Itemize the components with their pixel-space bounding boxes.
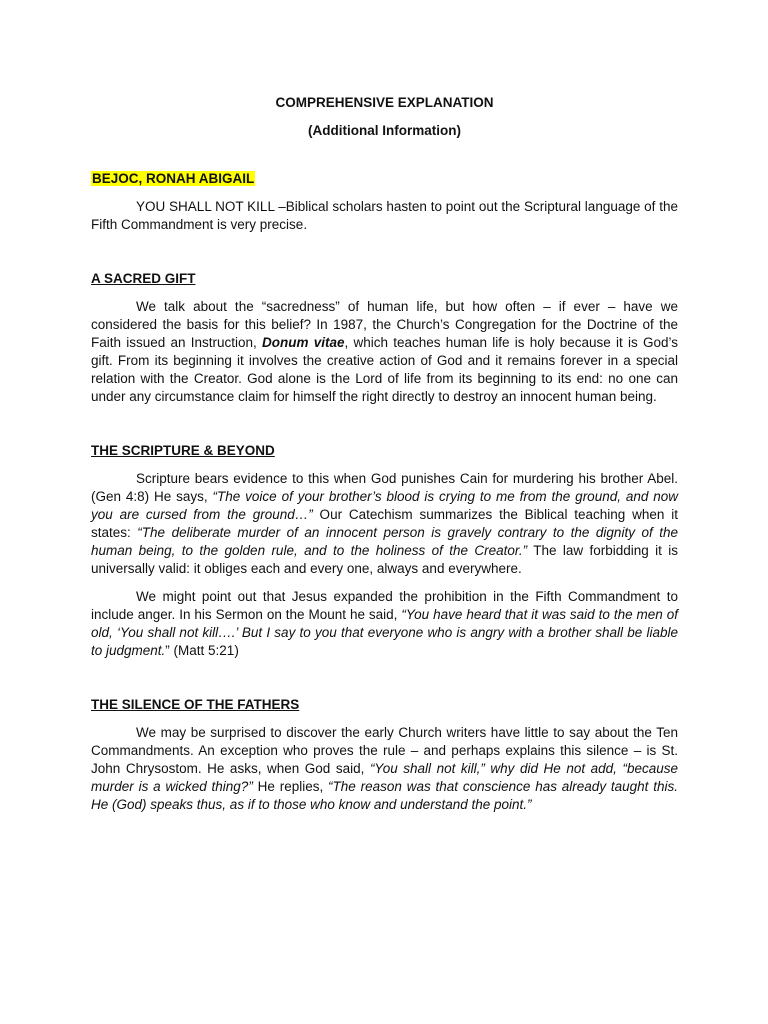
text-run: We may be surprised to discover the early Church writers have little to say about the Ten Commandments. An exception who proves the rule – and perhaps explains this silence – is St. John Chrysostom. He asks, when God said, [91, 725, 678, 776]
text-run: Scripture bears evidence to this when God punishes Cain for murdering his brother Abel. (Gen 4:8) He says, [91, 471, 678, 504]
text-run: The law forbidding it is universally valid: it obliges each and every one, always and everywhere. [91, 543, 678, 576]
intro-paragraph: YOU SHALL NOT KILL –Biblical scholars hasten to point out the Scriptural language of the Fifth Commandment is very precise. [91, 199, 678, 232]
text-run: We talk about the “sacredness” of human life, but how often – if ever – have we considered the basis for this belief? In 1987, the Church’s Congregation for the Doctrine of the Faith issued an Instruction, [91, 299, 678, 350]
text-run: He replies, [252, 779, 329, 794]
chrysostom-question-quote: “You shall not kill,” why did He not add, “because murder is a wicked thing?” [91, 761, 678, 794]
section-heading-scripture-beyond: THE SCRIPTURE & BEYOND [91, 443, 275, 458]
scripture-paragraph-1 [91, 470, 678, 578]
author-name-block [91, 170, 678, 188]
chrysostom-answer-quote: “The reason was that conscience has already taught this. He (God) speaks thus, as if to those who know and understand the point.” [91, 779, 678, 812]
sacred-gift-paragraph [91, 298, 678, 406]
section-heading-sacred-gift: A SACRED GIFT [91, 271, 196, 286]
genesis-quote: “The voice of your brother’s blood is crying to me from the ground, and now you are cursed from the ground…” [91, 489, 679, 522]
silence-fathers-paragraph [91, 724, 678, 814]
donum-vitae-title: Donum vitae [262, 335, 345, 350]
document-title: COMPREHENSIVE EXPLANATION [275, 95, 494, 110]
text-run: Our Catechism summarizes the Biblical teaching when it states: [91, 507, 678, 540]
document-subtitle: (Additional Information) [308, 123, 461, 138]
author-name-highlight: BEJOC, RONAH ABIGAIL [92, 171, 255, 186]
text-run: We might point out that Jesus expanded the prohibition in the Fifth Commandment to include anger. In his Sermon on the Mount he said, [91, 589, 678, 622]
text-run: ” (Matt 5:21) [165, 643, 239, 658]
scripture-paragraph-2 [91, 588, 678, 660]
catechism-quote: “The deliberate murder of an innocent person is gravely contrary to the dignity of the human being, to the golden rule, and to the holiness of the Creator.” [91, 525, 678, 558]
text-run: , which teaches human life is holy because it is God’s gift. From its beginning it involves the creative action of God and it remains forever in a special relation with the Creator. God alone is the Lord of life from its beginning to its end: no one can under any circumstance claim for himself the right directly to destroy an innocent human being. [91, 335, 678, 404]
section-heading-silence-fathers: THE SILENCE OF THE FATHERS [91, 697, 300, 712]
sermon-quote: “You have heard that it was said to the men of old, ‘You shall not kill….’ But I say to you that everyone who is angry with a brother shall be liable to judgment. [91, 607, 678, 658]
